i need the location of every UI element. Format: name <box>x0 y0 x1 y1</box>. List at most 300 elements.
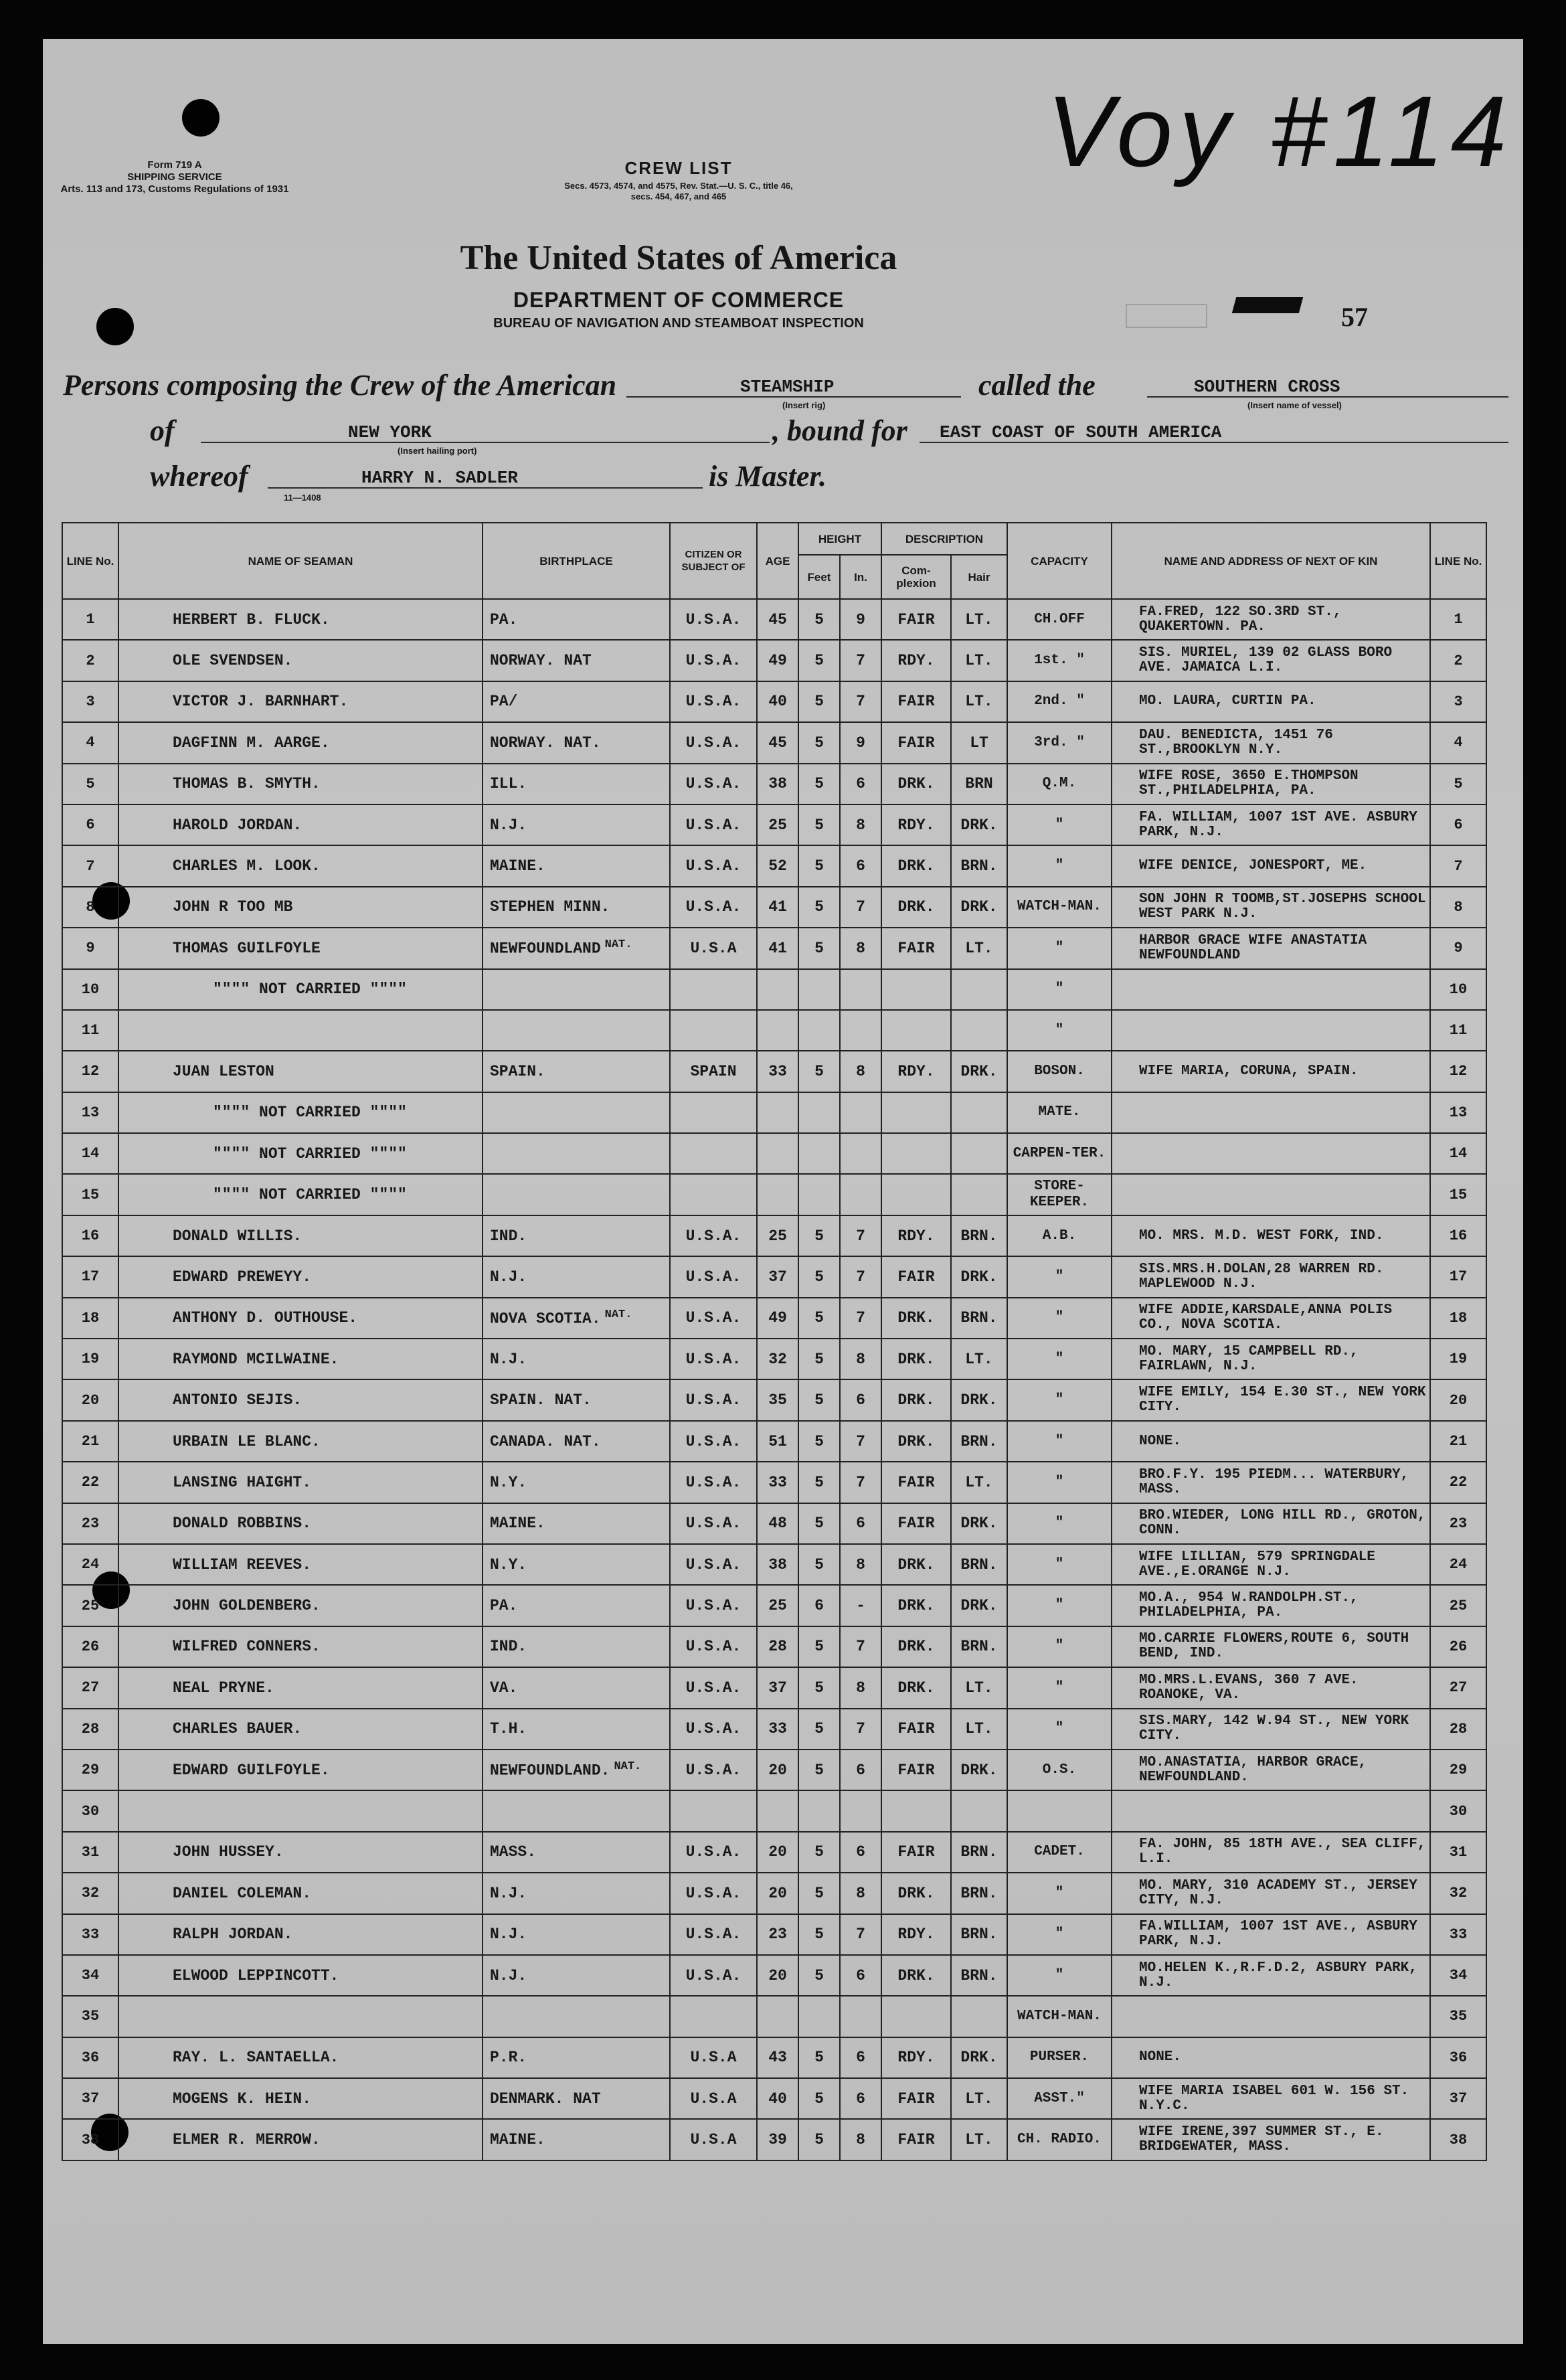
table-row <box>62 1667 1486 1708</box>
height-inches-cell-text: 7 <box>856 1309 865 1327</box>
capacity-cell <box>1007 599 1112 640</box>
line-number-right-cell <box>1430 1585 1486 1626</box>
line-number-cell-text: 12 <box>81 1063 100 1080</box>
seaman-name-cell-text: THOMAS GUILFOYLE <box>173 939 321 957</box>
height-inches-cell <box>840 1503 881 1544</box>
next-of-kin-cell <box>1112 1667 1430 1708</box>
line-number-right-cell <box>1430 2119 1486 2160</box>
hair-cell <box>951 764 1007 804</box>
height-feet-cell <box>798 1133 840 1174</box>
capacity-cell <box>1007 969 1112 1010</box>
age-cell <box>757 722 798 763</box>
punch-hole <box>182 99 220 137</box>
line-number-right-cell-text: 18 <box>1449 1309 1468 1327</box>
department-title: DEPARTMENT OF COMMERCE <box>513 288 845 312</box>
age-cell-text: 35 <box>768 1391 787 1410</box>
line-number-cell <box>62 2119 118 2160</box>
height-feet-cell <box>798 764 840 804</box>
birthplace-cell <box>483 1298 670 1339</box>
line-number-right-cell <box>1430 1133 1486 1174</box>
seaman-name-cell-text: LANSING HAIGHT. <box>173 1473 312 1491</box>
line-number-right-cell-text: 5 <box>1454 775 1463 792</box>
height-inches-cell <box>840 1750 881 1790</box>
seaman-name-cell-text: CHARLES M. LOOK. <box>173 857 321 875</box>
capacity-cell <box>1007 1379 1112 1420</box>
birthplace-cell-text: MAINE. <box>490 2131 545 2149</box>
line-number-right-cell <box>1430 1873 1486 1914</box>
capacity-cell-text: " <box>1055 1022 1064 1038</box>
height-inches-cell-text: 7 <box>856 1227 865 1245</box>
seaman-name-cell-text: ELMER R. MERROW. <box>173 2131 321 2149</box>
next-of-kin-cell-text: HARBOR GRACE WIFE ANASTATIA NEWFOUNDLAND <box>1139 932 1367 963</box>
birthplace-cell-text: MAINE. <box>490 857 545 875</box>
line-number-cell-text: 16 <box>81 1227 100 1245</box>
height-inches-cell <box>840 1790 881 1831</box>
complexion-cell <box>881 1832 951 1873</box>
citizen-cell <box>670 1873 757 1914</box>
height-inches-cell-text: 8 <box>856 1062 865 1080</box>
height-inches-cell-text: 7 <box>856 1432 865 1450</box>
next-of-kin-cell <box>1112 1215 1430 1256</box>
birthplace-cell-text: N.J. <box>490 1926 527 1944</box>
header-line-no-right: LINE No. <box>1430 523 1486 599</box>
seaman-name-cell-text: RALPH JORDAN. <box>173 1926 293 1944</box>
line-number-cell-text: 24 <box>81 1556 100 1574</box>
seaman-name-cell <box>118 1626 483 1667</box>
seaman-name-cell-text: ANTHONY D. OUTHOUSE. <box>173 1309 358 1327</box>
seaman-name-cell <box>118 845 483 886</box>
line-number-right-cell-text: 19 <box>1449 1351 1468 1368</box>
hair-cell <box>951 1626 1007 1667</box>
line-number-right-cell <box>1430 1215 1486 1256</box>
seaman-name-cell <box>118 1462 483 1503</box>
height-inches-cell-text: 6 <box>856 1515 865 1533</box>
height-inches-cell-text: 7 <box>856 1268 865 1286</box>
citizen-cell <box>670 2078 757 2119</box>
complexion-cell <box>881 640 951 681</box>
next-of-kin-cell-text: BRO.WIEDER, LONG HILL RD., GROTON, CONN. <box>1139 1508 1426 1539</box>
birthplace-cell <box>483 1544 670 1585</box>
age-cell <box>757 1256 798 1297</box>
height-feet-cell <box>798 1996 840 2037</box>
age-cell-text: 49 <box>768 1309 787 1327</box>
citizen-cell-text: U.S.A. <box>685 1638 742 1656</box>
complexion-cell <box>881 1462 951 1503</box>
line-number-cell-text: 31 <box>81 1843 100 1861</box>
punch-hole <box>96 308 134 345</box>
hair-cell <box>951 969 1007 1010</box>
complexion-cell-text: RDY. <box>897 652 935 670</box>
hair-cell-text: BRN. <box>960 1843 998 1861</box>
table-row <box>62 599 1486 640</box>
height-inches-cell <box>840 2119 881 2160</box>
line-number-right-cell-text: 12 <box>1449 1063 1468 1080</box>
citizen-cell-text: U.S.A. <box>685 1515 742 1533</box>
height-inches-cell-text: 7 <box>856 1926 865 1944</box>
height-feet-cell <box>798 1667 840 1708</box>
line-number-cell <box>62 1051 118 1092</box>
line-number-right-cell <box>1430 1421 1486 1462</box>
citizen-cell <box>670 1256 757 1297</box>
header-line-no: LINE No. <box>62 523 118 599</box>
line-number-cell-text: 33 <box>81 1926 100 1943</box>
table-row <box>62 640 1486 681</box>
hair-cell <box>951 1298 1007 1339</box>
height-feet-cell <box>798 1215 840 1256</box>
height-inches-cell-text: 7 <box>856 1720 865 1738</box>
seaman-name-cell <box>118 1051 483 1092</box>
line-number-cell <box>62 1215 118 1256</box>
birthplace-cell-text: PA/ <box>490 693 518 711</box>
next-of-kin-cell <box>1112 1585 1430 1626</box>
complexion-cell-text: DRK. <box>897 1679 935 1697</box>
seaman-name-cell-text: EDWARD PREWEYY. <box>173 1268 312 1286</box>
height-feet-cell <box>798 1914 840 1955</box>
age-cell-text: 45 <box>768 734 787 752</box>
height-feet-cell-text: 5 <box>814 1227 824 1245</box>
next-of-kin-cell <box>1112 1544 1430 1585</box>
birthplace-cell <box>483 1585 670 1626</box>
header-description: DESCRIPTION <box>881 523 1007 555</box>
persons-label: Persons composing the Crew of the American <box>63 369 617 402</box>
age-cell-text: 37 <box>768 1268 787 1286</box>
citizen-cell <box>670 1832 757 1873</box>
next-of-kin-cell <box>1112 928 1430 968</box>
seaman-name-cell-text: """" NOT CARRIED """" <box>213 981 407 999</box>
age-cell-text: 45 <box>768 610 787 628</box>
seaman-name-cell-text: """" NOT CARRIED """" <box>213 1144 407 1163</box>
seaman-name-cell-text: WILFRED CONNERS. <box>173 1638 321 1656</box>
line-number-cell <box>62 1298 118 1339</box>
age-cell <box>757 2119 798 2160</box>
capacity-cell-text: BOSON. <box>1034 1063 1085 1079</box>
line-number-right-cell <box>1430 1379 1486 1420</box>
capacity-cell-text: WATCH-MAN. <box>1017 899 1102 915</box>
line-number-cell-text: 25 <box>81 1597 100 1614</box>
line-number-cell <box>62 1174 118 1215</box>
complexion-cell <box>881 681 951 722</box>
hair-cell-text: DRK. <box>960 1268 998 1286</box>
height-inches-cell-text: 8 <box>856 1555 865 1574</box>
next-of-kin-cell-text: WIFE DENICE, JONESPORT, ME. <box>1139 858 1367 874</box>
table-row <box>62 1051 1486 1092</box>
capacity-cell-text: " <box>1055 940 1064 956</box>
seaman-name-cell-text: """" NOT CARRIED """" <box>213 1186 407 1204</box>
seaman-name-cell <box>118 722 483 763</box>
complexion-cell <box>881 1955 951 1996</box>
birthplace-cell <box>483 1133 670 1174</box>
height-feet-cell <box>798 1339 840 1379</box>
capacity-cell-text: ASST." <box>1034 2090 1085 2106</box>
complexion-cell <box>881 1379 951 1420</box>
citizen-cell-text: U.S.A. <box>685 775 742 793</box>
complexion-cell-text: DRK. <box>897 1391 935 1410</box>
line-number-cell-text: 34 <box>81 1967 100 1984</box>
citizen-cell-text: U.S.A. <box>685 1268 742 1286</box>
birthplace-cell-text: N.J. <box>490 1966 527 1984</box>
height-feet-cell <box>798 640 840 681</box>
next-of-kin-cell <box>1112 1709 1430 1750</box>
seaman-name-cell <box>118 1544 483 1585</box>
birthplace-cell-text: MASS. <box>490 1843 537 1861</box>
complexion-cell <box>881 599 951 640</box>
complexion-cell <box>881 887 951 928</box>
next-of-kin-cell-text: SIS.MARY, 142 W.94 ST., NEW YORK CITY. <box>1139 1713 1409 1744</box>
birthplace-cell-text: ILL. <box>490 775 527 793</box>
capacity-cell <box>1007 1914 1112 1955</box>
line-number-right-cell-text: 14 <box>1449 1145 1468 1163</box>
next-of-kin-cell-text: SIS.MRS.H.DOLAN,28 WARREN RD. MAPLEWOOD N.J. <box>1139 1261 1384 1292</box>
line-number-cell-text: 9 <box>86 940 95 957</box>
capacity-cell-text: " <box>1055 1433 1064 1449</box>
citizen-cell <box>670 928 757 968</box>
line-number-right-cell <box>1430 2037 1486 2078</box>
seaman-name-cell <box>118 764 483 804</box>
height-feet-cell <box>798 1174 840 1215</box>
line-number-cell-text: 13 <box>81 1104 100 1121</box>
line-number-right-cell-text: 38 <box>1449 2131 1468 2148</box>
whereof-label: whereof <box>150 460 248 493</box>
line-number-right-cell <box>1430 1298 1486 1339</box>
table-row <box>62 1010 1486 1051</box>
next-of-kin-cell-text: FA.WILLIAM, 1007 1ST AVE., ASBURY PARK, N.J. <box>1139 1919 1417 1950</box>
next-of-kin-cell <box>1112 1174 1430 1215</box>
line-number-right-cell-text: 17 <box>1449 1268 1468 1286</box>
age-cell-text: 28 <box>768 1638 787 1656</box>
line-number-cell <box>62 1256 118 1297</box>
height-inches-cell-text: 6 <box>856 2049 865 2067</box>
height-feet-cell <box>798 681 840 722</box>
line-number-cell <box>62 1379 118 1420</box>
height-feet-cell <box>798 2119 840 2160</box>
age-cell-text: 49 <box>768 652 787 670</box>
citizen-cell-text: U.S.A. <box>685 734 742 752</box>
height-feet-cell <box>798 969 840 1010</box>
master-field: HARRY N. SADLER <box>268 467 703 489</box>
complexion-cell-text: DRK. <box>897 857 935 875</box>
line-number-cell-text: 7 <box>86 857 95 875</box>
height-inches-cell <box>840 1215 881 1256</box>
citizen-cell <box>670 1462 757 1503</box>
height-inches-cell-text: 8 <box>856 816 865 834</box>
hair-cell <box>951 1133 1007 1174</box>
hair-cell <box>951 640 1007 681</box>
citizen-cell-text: U.S.A. <box>685 1432 742 1450</box>
citizen-cell <box>670 1379 757 1420</box>
capacity-cell-text: 2nd. " <box>1034 693 1085 709</box>
hair-cell-text: LT. <box>965 1350 993 1368</box>
complexion-cell <box>881 1996 951 2037</box>
hair-cell <box>951 1832 1007 1873</box>
seaman-name-cell <box>118 1298 483 1339</box>
complexion-cell <box>881 2119 951 2160</box>
hair-cell-text: BRN. <box>960 1309 998 1327</box>
seaman-name-cell <box>118 1709 483 1750</box>
hair-cell <box>951 1010 1007 1051</box>
hair-cell-text: BRN. <box>960 857 998 875</box>
capacity-cell-text: " <box>1055 981 1064 997</box>
complexion-cell <box>881 1174 951 1215</box>
next-of-kin-cell <box>1112 1873 1430 1914</box>
line-number-cell <box>62 1626 118 1667</box>
complexion-cell <box>881 1750 951 1790</box>
height-inches-cell <box>840 1667 881 1708</box>
citizen-cell <box>670 1709 757 1750</box>
height-inches-cell <box>840 681 881 722</box>
next-of-kin-cell <box>1112 1379 1430 1420</box>
height-inches-cell <box>840 722 881 763</box>
height-inches-cell-text: 6 <box>856 857 865 875</box>
next-of-kin-cell-text: WIFE ROSE, 3650 E.THOMPSON ST.,PHILADELPHIA, PA. <box>1139 768 1359 799</box>
hair-cell-text: DRK. <box>960 1597 998 1615</box>
seaman-name-cell-text: ELWOOD LEPPINCOTT. <box>173 1966 339 1984</box>
age-cell <box>757 1750 798 1790</box>
capacity-cell-text: " <box>1055 1556 1064 1572</box>
line-number-right-cell-text: 21 <box>1449 1433 1468 1450</box>
citizen-cell <box>670 887 757 928</box>
next-of-kin-cell <box>1112 1462 1430 1503</box>
height-inches-cell-text: 8 <box>856 1350 865 1368</box>
next-of-kin-cell-text: MO.A., 954 W.RANDOLPH.ST., PHILADELPHIA, PA. <box>1139 1590 1359 1621</box>
height-inches-cell <box>840 1133 881 1174</box>
citizen-cell-text: U.S.A. <box>685 1597 742 1615</box>
birthplace-cell-text: NORWAY. NAT. <box>490 734 601 752</box>
table-row <box>62 1092 1486 1133</box>
seaman-name-cell <box>118 1832 483 1873</box>
hair-cell-text: DRK. <box>960 1062 998 1080</box>
complexion-cell-text: DRK. <box>897 1555 935 1574</box>
crew-table-body <box>62 599 1486 2160</box>
birthplace-cell-text: SPAIN. <box>490 1062 545 1080</box>
line-number-cell <box>62 1544 118 1585</box>
table-row <box>62 887 1486 928</box>
height-feet-cell-text: 5 <box>814 2131 824 2149</box>
capacity-cell <box>1007 1133 1112 1174</box>
line-number-cell <box>62 1133 118 1174</box>
height-inches-cell-text: 7 <box>856 693 865 711</box>
capacity-cell <box>1007 1421 1112 1462</box>
complexion-cell-text: FAIR <box>897 1843 935 1861</box>
citizen-cell <box>670 804 757 845</box>
line-number-right-cell-text: 8 <box>1454 898 1463 916</box>
header-birthplace: BIRTHPLACE <box>483 523 670 599</box>
line-number-cell-text: 23 <box>81 1515 100 1532</box>
citizen-cell <box>670 1215 757 1256</box>
line-number-cell-text: 22 <box>81 1474 100 1491</box>
hair-cell <box>951 1544 1007 1585</box>
next-of-kin-cell <box>1112 2119 1430 2160</box>
destination-field: EAST COAST OF SOUTH AMERICA <box>920 422 1508 443</box>
next-of-kin-cell-text: MO.HELEN K.,R.F.D.2, ASBURY PARK, N.J. <box>1139 1960 1417 1990</box>
next-of-kin-cell <box>1112 1626 1430 1667</box>
height-feet-cell <box>798 1092 840 1133</box>
complexion-cell <box>881 1133 951 1174</box>
age-cell-text: 33 <box>768 1720 787 1738</box>
birthplace-cell-text: IND. <box>490 1638 527 1656</box>
naturalized-note: NAT. <box>604 1308 632 1321</box>
header-citizen: CITIZEN OR SUBJECT OF <box>670 523 757 599</box>
age-cell <box>757 1298 798 1339</box>
line-number-cell-text: 10 <box>81 981 100 998</box>
seaman-name-cell <box>118 887 483 928</box>
height-inches-cell-text: 6 <box>856 1966 865 1984</box>
seaman-name-cell <box>118 1790 483 1831</box>
header-name: NAME OF SEAMAN <box>118 523 483 599</box>
citizen-cell <box>670 2119 757 2160</box>
height-feet-cell-text: 5 <box>814 1761 824 1779</box>
line-number-cell <box>62 2037 118 2078</box>
birthplace-cell <box>483 1339 670 1379</box>
age-cell <box>757 1215 798 1256</box>
capacity-cell-text: PURSER. <box>1029 2049 1090 2065</box>
height-feet-cell-text: 5 <box>814 1966 824 1984</box>
table-row <box>62 2037 1486 2078</box>
next-of-kin-cell-text: WIFE ADDIE,KARSDALE,ANNA POLIS CO., NOVA SCOTIA. <box>1139 1302 1393 1333</box>
complexion-cell <box>881 1092 951 1133</box>
height-feet-cell <box>798 1379 840 1420</box>
next-of-kin-cell <box>1112 1750 1430 1790</box>
table-row <box>62 1503 1486 1544</box>
complexion-cell-text: DRK. <box>897 1350 935 1368</box>
hailing-port-field: NEW YORK <box>201 422 770 443</box>
citizen-cell-text: U.S.A. <box>685 1555 742 1574</box>
next-of-kin-cell <box>1112 681 1430 722</box>
height-inches-cell <box>840 928 881 968</box>
age-cell-text: 25 <box>768 1597 787 1615</box>
height-feet-cell <box>798 887 840 928</box>
line-number-cell-text: 35 <box>81 2008 100 2025</box>
age-cell <box>757 1585 798 1626</box>
capacity-cell <box>1007 1051 1112 1092</box>
line-number-cell <box>62 845 118 886</box>
height-feet-cell <box>798 845 840 886</box>
called-label: called the <box>978 369 1096 402</box>
line-number-right-cell <box>1430 1462 1486 1503</box>
capacity-cell <box>1007 1092 1112 1133</box>
table-row <box>62 1996 1486 2037</box>
complexion-cell-text: FAIR <box>897 939 935 957</box>
capacity-cell-text: " <box>1055 1721 1064 1737</box>
line-number-cell <box>62 1667 118 1708</box>
age-cell <box>757 887 798 928</box>
line-number-cell-text: 38 <box>81 2131 100 2148</box>
seaman-name-cell <box>118 1010 483 1051</box>
seaman-name-cell <box>118 804 483 845</box>
header-capacity: CAPACITY <box>1007 523 1112 599</box>
country-title: The United States of America <box>460 239 897 277</box>
height-feet-cell-text: 5 <box>814 816 824 834</box>
height-feet-cell-text: 5 <box>814 1555 824 1574</box>
capacity-cell <box>1007 928 1112 968</box>
height-feet-cell <box>798 1626 840 1667</box>
height-feet-cell-text: 5 <box>814 1843 824 1861</box>
age-cell <box>757 1133 798 1174</box>
height-inches-cell <box>840 599 881 640</box>
line-number-right-cell-text: 33 <box>1449 1926 1468 1943</box>
age-cell-text: 43 <box>768 2049 787 2067</box>
next-of-kin-cell <box>1112 1010 1430 1051</box>
hair-cell <box>951 2037 1007 2078</box>
birthplace-cell <box>483 1996 670 2037</box>
complexion-cell <box>881 2037 951 2078</box>
line-number-right-cell <box>1430 1174 1486 1215</box>
line-number-cell <box>62 599 118 640</box>
height-inches-cell-text: 6 <box>856 1843 865 1861</box>
height-feet-cell-text: 5 <box>814 1062 824 1080</box>
complexion-cell-text: FAIR <box>897 1761 935 1779</box>
header-inches: In. <box>840 555 881 599</box>
capacity-cell-text: " <box>1055 1679 1064 1695</box>
